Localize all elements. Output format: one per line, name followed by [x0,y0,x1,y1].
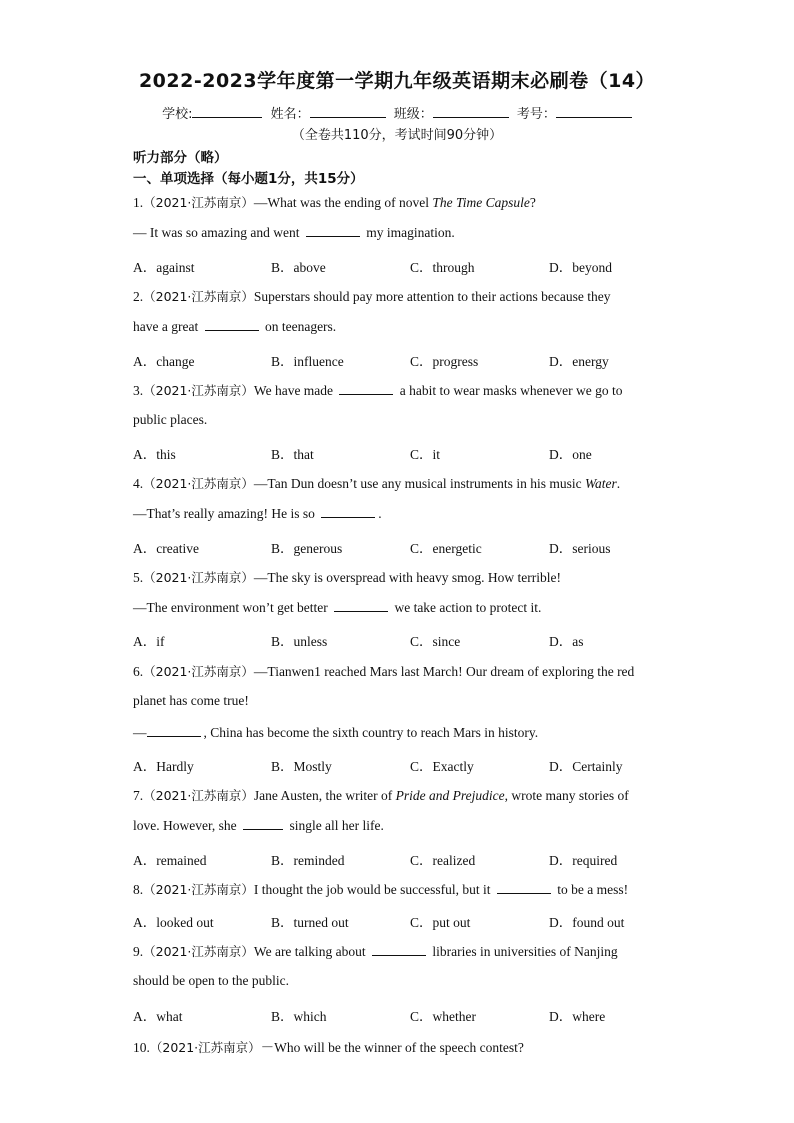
option-d[interactable]: D．found out [549,915,625,930]
option-a[interactable]: A．Hardly [133,759,194,774]
question-2-cont: have a great on teenagers. [133,319,337,334]
question-5-reply: —The environment won’t get better we take action to protect it. [133,600,542,615]
answer-blank[interactable] [205,318,259,331]
option-b[interactable]: B．Mostly [271,759,332,774]
option-d[interactable]: D．serious [549,541,611,556]
option-c[interactable]: C．energetic [410,541,482,556]
option-d[interactable]: D．Certainly [549,759,623,774]
option-d[interactable]: D．where [549,1009,606,1024]
exam-no-blank[interactable] [556,104,632,118]
option-b[interactable]: B．which [271,1009,327,1024]
question-8: 8.（2021·江苏南京）I thought the job would be successful, but it to be a mess! [133,882,629,897]
option-d[interactable]: D．beyond [549,260,612,275]
listening-section-heading: 听力部分（略） [133,150,228,166]
question-1: 1.（2021·江苏南京）—What was the ending of novel The Time Capsule? [133,195,536,210]
option-b[interactable]: B．generous [271,541,343,556]
school-blank[interactable] [192,104,262,118]
option-a[interactable]: A．against [133,260,195,275]
student-info-line [0,103,794,122]
option-d[interactable]: D．energy [549,354,609,369]
option-c[interactable]: C．realized [410,853,476,868]
option-b[interactable]: B．above [271,260,326,275]
option-c[interactable]: C．whether [410,1009,476,1024]
question-1-reply: — It was so amazing and went my imagination. [133,225,455,240]
question-3: 3.（2021·江苏南京）We have made a habit to wear masks whenever we go to [133,383,623,398]
option-a[interactable]: A．what [133,1009,183,1024]
exam-no-label: 考号： [516,107,556,122]
answer-blank[interactable] [497,881,551,894]
answer-blank[interactable] [306,224,360,237]
exam-note: （全卷共110分，考试时间90分钟） [291,128,503,143]
option-a[interactable]: A．remained [133,853,207,868]
option-c[interactable]: C．put out [410,915,471,930]
option-a[interactable]: A．looked out [133,915,214,930]
option-a[interactable]: A．if [133,634,165,649]
answer-blank[interactable] [321,505,375,518]
name-blank[interactable] [310,104,386,118]
answer-blank[interactable] [243,817,283,830]
question-2: 2.（2021·江苏南京）Superstars should pay more attention to their actions because they [133,289,611,304]
question-3-cont: public places. [133,412,208,427]
option-a[interactable]: A．creative [133,541,199,556]
question-7-cont: love. However, she single all her life. [133,818,384,833]
question-6: 6.（2021·江苏南京）—Tianwen1 reached Mars last March! Our dream of exploring the red [133,664,635,679]
option-b[interactable]: B．reminded [271,853,345,868]
question-10: 10.（2021·江苏南京）－Who will be the winner of the speech contest? [133,1040,524,1055]
option-d[interactable]: D．required [549,853,618,868]
answer-blank[interactable] [334,599,388,612]
exam-title: 2022-2023学年度第一学期九年级英语期末必刷卷（14） [138,70,656,92]
question-6-reply: — , China has become the sixth country to reach Mars in history. [133,725,539,740]
answer-blank[interactable] [147,724,201,737]
question-7: 7.（2021·江苏南京）Jane Austen, the writer of Pride and Prejudice, wrote many stories of [133,788,629,803]
option-c[interactable]: C．Exactly [410,759,474,774]
question-9-cont: should be open to the public. [133,973,289,988]
option-b[interactable]: B．that [271,447,314,462]
name-label: 姓名： [270,107,310,122]
question-6-cont: planet has come true! [133,693,249,708]
question-5: 5.（2021·江苏南京）—The sky is overspread with heavy smog. How terrible! [133,570,561,585]
option-d[interactable]: D．one [549,447,592,462]
option-b[interactable]: B．unless [271,634,328,649]
answer-blank[interactable] [372,943,426,956]
option-c[interactable]: C．it [410,447,441,462]
class-blank[interactable] [433,104,509,118]
option-c[interactable]: C．since [410,634,461,649]
single-choice-heading: 一、单项选择（每小题1分，共15分） [133,171,364,187]
option-c[interactable]: C．progress [410,354,479,369]
option-a[interactable]: A．this [133,447,176,462]
option-c[interactable]: C．through [410,260,475,275]
question-9: 9.（2021·江苏南京）We are talking about libraries in universities of Nanjing [133,944,618,959]
question-4: 4.（2021·江苏南京）—Tan Dun doesn’t use any musical instruments in his music Water. [133,476,621,491]
option-b[interactable]: B．influence [271,354,344,369]
option-a[interactable]: A．change [133,354,195,369]
school-label: 学校: [162,107,193,122]
question-4-reply: —That’s really amazing! He is so . [133,506,382,521]
answer-blank[interactable] [339,382,393,395]
class-label: 班级： [393,107,433,122]
option-d[interactable]: D．as [549,634,584,649]
option-b[interactable]: B．turned out [271,915,349,930]
